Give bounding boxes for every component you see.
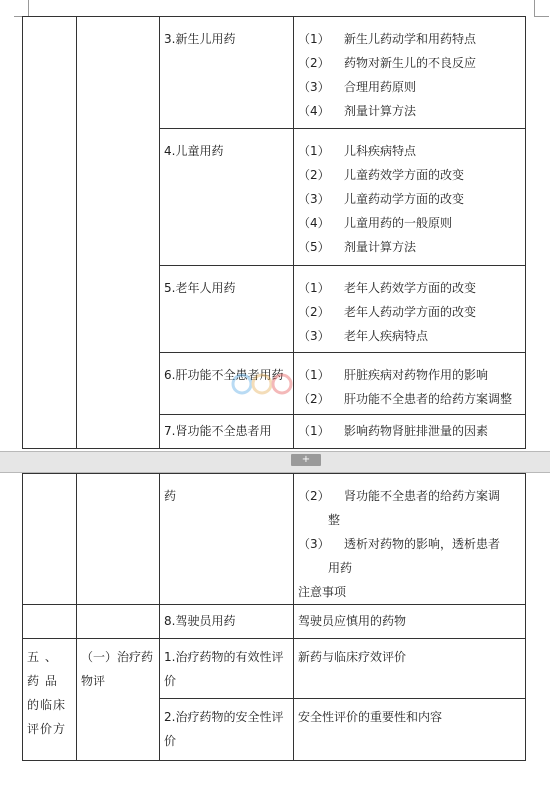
content-text: 新药与临床疗效评价 xyxy=(298,650,407,664)
item-number: （3） xyxy=(298,537,330,551)
item-number: （2） xyxy=(298,392,330,406)
section-cell xyxy=(23,474,77,605)
item-text: 影响药物肾脏排泄量的因素 xyxy=(344,424,489,438)
item-text: 透析对药物的影响，透析患者 xyxy=(344,537,501,551)
section-cell xyxy=(23,17,77,449)
item-text: 肝脏疾病对药物作用的影响 xyxy=(344,368,489,382)
list-item xyxy=(298,27,521,51)
topic-cell xyxy=(160,266,294,353)
topic-cell xyxy=(160,474,294,605)
item-number: （1） xyxy=(298,281,330,295)
list-item xyxy=(298,235,521,259)
list-item xyxy=(298,363,521,387)
subsection-cell xyxy=(77,474,160,605)
topic-title: 3.新生儿用药 xyxy=(164,32,236,46)
item-text: 儿科疾病特点 xyxy=(344,144,417,158)
topic-cell xyxy=(160,605,294,639)
section-cell xyxy=(23,639,77,761)
item-number: （4） xyxy=(298,216,330,230)
list-item xyxy=(298,187,521,211)
topic-cell xyxy=(160,129,294,266)
subsection-title: （一）治疗药物评 xyxy=(81,650,154,688)
item-number: （1） xyxy=(298,32,330,46)
list-item xyxy=(298,419,521,443)
item-text: 新生儿药动学和用药特点 xyxy=(344,32,477,46)
list-item xyxy=(298,51,521,75)
list-item xyxy=(298,99,521,123)
list-item xyxy=(298,532,521,556)
subsection-cell xyxy=(77,639,160,761)
item-text: 老年人药效学方面的改变 xyxy=(344,281,477,295)
item-text: 老年人药动学方面的改变 xyxy=(344,305,477,319)
topic-title: 5.老年人用药 xyxy=(164,281,236,295)
topic-title: 4.儿童用药 xyxy=(164,144,224,158)
item-text: 药物对新生儿的不良反应 xyxy=(344,56,477,70)
list-note: 注意事项 xyxy=(298,585,347,599)
list-item xyxy=(298,387,521,411)
list-item xyxy=(298,139,521,163)
content-text: 安全性评价的重要性和内容 xyxy=(298,710,443,724)
syllabus-table-part-1 xyxy=(22,16,526,449)
item-text: 肝功能不全患者的给药方案调整 xyxy=(344,392,513,406)
content-cell xyxy=(294,605,526,639)
topic-title: 6.肝功能不全患者用药 xyxy=(164,368,284,382)
content-cell xyxy=(294,17,526,129)
item-text: 儿童药效学方面的改变 xyxy=(344,168,465,182)
content-cell xyxy=(294,129,526,266)
item-text: 肾功能不全患者的给药方案调 xyxy=(344,489,501,503)
page-break-separator xyxy=(0,451,550,473)
list-item xyxy=(298,211,521,235)
item-number: （1） xyxy=(298,424,330,438)
content-cell xyxy=(294,639,526,699)
topic-cell xyxy=(160,639,294,699)
content-cell xyxy=(294,353,526,415)
subsection-cell xyxy=(77,17,160,449)
item-number: （1） xyxy=(298,144,330,158)
list-item xyxy=(298,324,521,348)
topic-title: 7.肾功能不全患者用 xyxy=(164,424,272,438)
content-cell xyxy=(294,415,526,449)
list-item xyxy=(298,276,521,300)
item-text: 儿童用药的一般原则 xyxy=(344,216,453,230)
list-item xyxy=(298,163,521,187)
table-row xyxy=(23,605,526,639)
item-number: （4） xyxy=(298,104,330,118)
content-cell xyxy=(294,699,526,761)
list-item xyxy=(298,75,521,99)
item-number: （5） xyxy=(298,240,330,254)
item-number: （2） xyxy=(298,56,330,70)
item-text: 儿童药动学方面的改变 xyxy=(344,192,465,206)
topic-title: 1.治疗药物的有效性评价 xyxy=(164,650,284,688)
topic-cell xyxy=(160,415,294,449)
page-corner-mark xyxy=(14,0,29,17)
list-item xyxy=(298,300,521,324)
item-text: 剂量计算方法 xyxy=(344,104,417,118)
item-text: 合理用药原则 xyxy=(344,80,417,94)
item-number: （3） xyxy=(298,80,330,94)
item-number: （2） xyxy=(298,168,330,182)
item-text: 老年人疾病特点 xyxy=(344,329,429,343)
item-text-continued: 用药 xyxy=(328,561,353,575)
topic-cell xyxy=(160,699,294,761)
topic-title: 2.治疗药物的安全性评价 xyxy=(164,710,284,748)
content-cell xyxy=(294,474,526,605)
item-number: （1） xyxy=(298,368,330,382)
item-number: （2） xyxy=(298,305,330,319)
topic-cell xyxy=(160,353,294,415)
table-row xyxy=(23,639,526,699)
section-title: 五 、 药 品 的临床评价方 xyxy=(27,650,67,736)
item-number: （3） xyxy=(298,192,330,206)
content-text: 驾驶员应慎用的药物 xyxy=(298,614,407,628)
list-item xyxy=(298,484,521,508)
table-row xyxy=(23,474,526,605)
section-cell xyxy=(23,605,77,639)
page-corner-mark xyxy=(534,0,549,17)
item-text-continued: 整 xyxy=(328,513,341,527)
item-number: （3） xyxy=(298,329,330,343)
topic-title: 药 xyxy=(164,489,177,503)
topic-cell xyxy=(160,17,294,129)
page-break-handle-icon[interactable]: + xyxy=(291,454,321,466)
subsection-cell xyxy=(77,605,160,639)
topic-title: 8.驾驶员用药 xyxy=(164,614,236,628)
item-number: （2） xyxy=(298,489,330,503)
item-text: 剂量计算方法 xyxy=(344,240,417,254)
content-cell xyxy=(294,266,526,353)
syllabus-table-part-2 xyxy=(22,473,526,761)
table-row xyxy=(23,17,526,129)
